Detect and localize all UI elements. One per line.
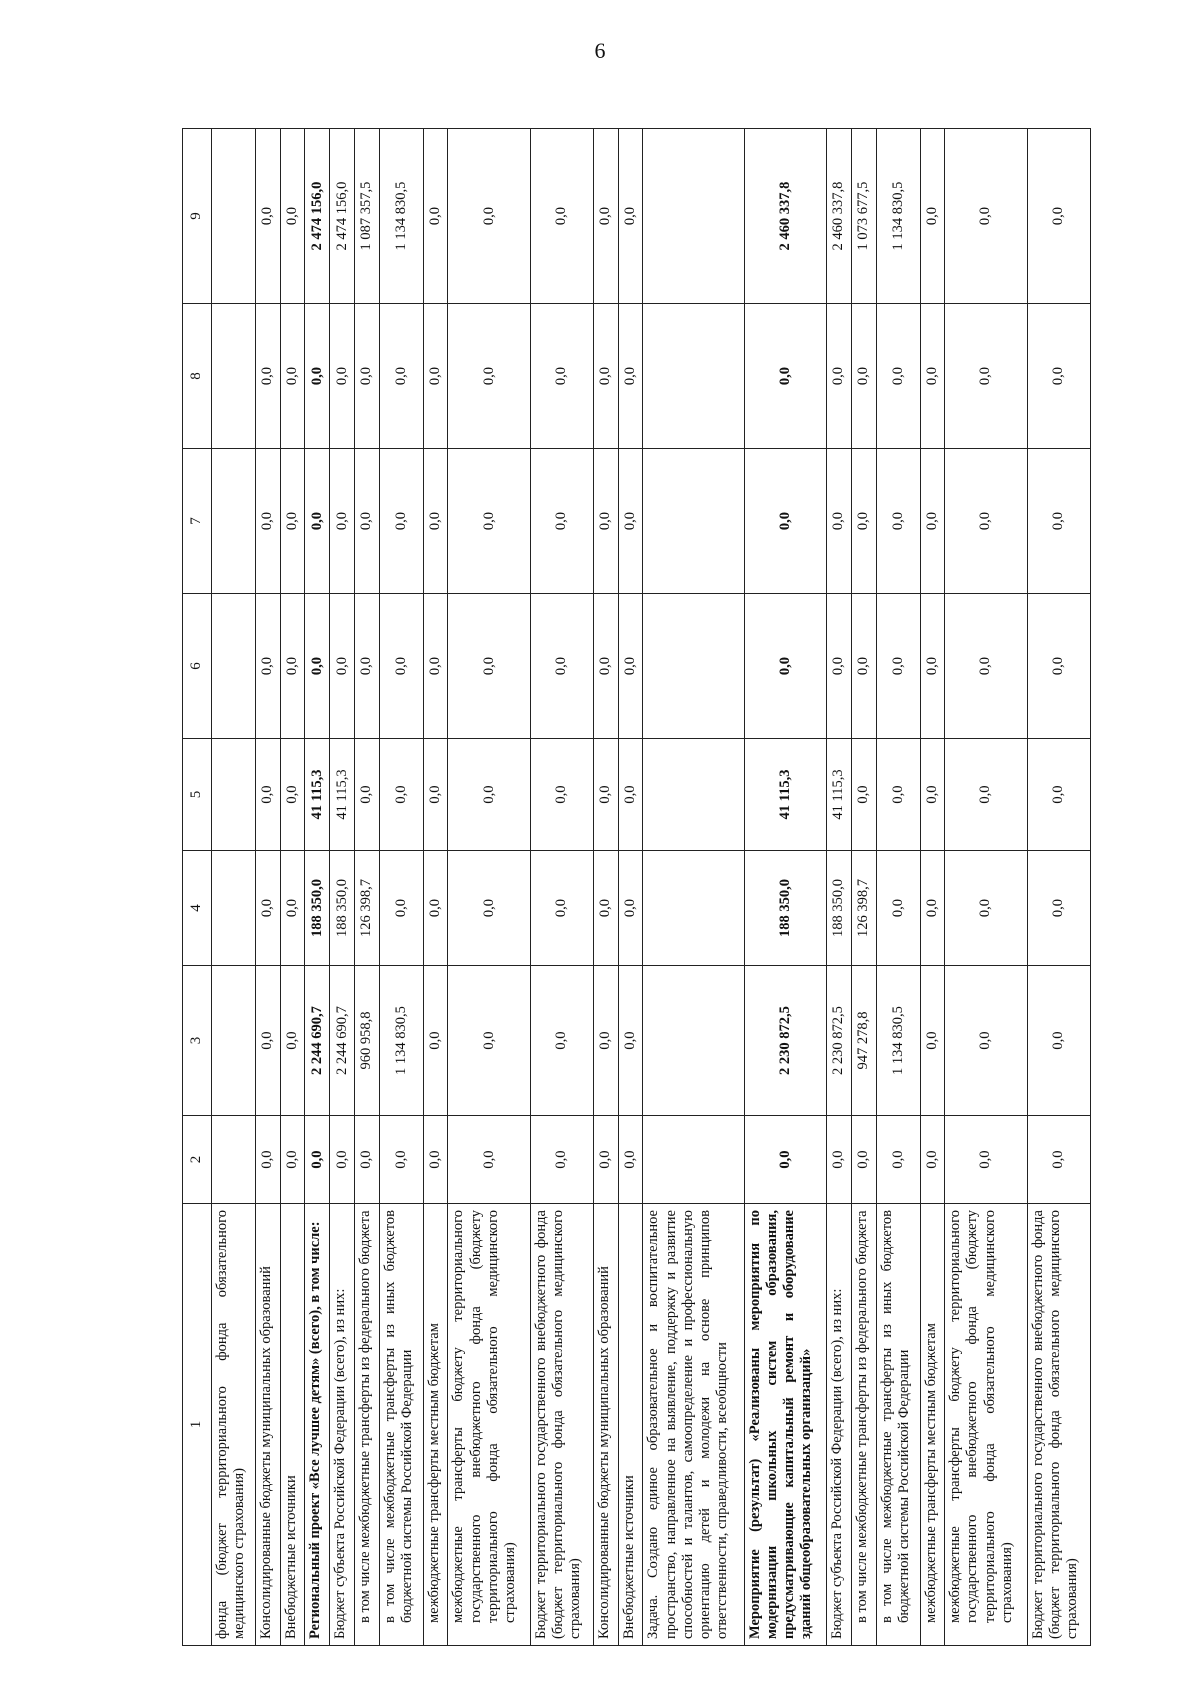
value-cell: 0,0 [945, 851, 1027, 966]
value-cell: 0,0 [827, 449, 852, 594]
value-cell: 0,0 [379, 1116, 423, 1204]
row-label: Бюджет территориального государственного внебюджетного фонда (бюджет территориального фонда обязательного медицинского страхования) [1027, 1204, 1090, 1646]
value-cell: 0,0 [593, 966, 618, 1116]
value-cell: 0,0 [379, 449, 423, 594]
value-cell: 126 398,7 [355, 851, 380, 966]
table-row [851, 129, 876, 1646]
value-cell: 0,0 [255, 966, 280, 1116]
value-cell: 0,0 [448, 304, 530, 449]
table-row [255, 129, 280, 1646]
value-cell: 0,0 [618, 449, 643, 594]
value-cell: 0,0 [945, 739, 1027, 851]
table-row [744, 129, 826, 1646]
value-cell: 0,0 [876, 1116, 920, 1204]
value-cell: 0,0 [530, 304, 593, 449]
value-cell: 0,0 [593, 739, 618, 851]
table-row [448, 129, 530, 1646]
value-cell: 0,0 [876, 739, 920, 851]
value-cell: 0,0 [530, 1116, 593, 1204]
value-cell: 0,0 [876, 594, 920, 739]
value-cell: 0,0 [1027, 966, 1090, 1116]
value-cell: 2 230 872,5 [744, 966, 826, 1116]
value-cell: 0,0 [448, 966, 530, 1116]
value-cell: 0,0 [876, 449, 920, 594]
value-cell: 0,0 [379, 739, 423, 851]
row-label: в том числе межбюджетные трансферты из федерального бюджета [851, 1204, 876, 1646]
value-cell: 0,0 [448, 851, 530, 966]
row-label: межбюджетные трансферты местным бюджетам [423, 1204, 448, 1646]
table-row [212, 129, 256, 1646]
value-cell: 2 474 156,0 [305, 129, 330, 304]
value-cell: 0,0 [744, 449, 826, 594]
value-cell: 0,0 [920, 594, 945, 739]
value-cell: 0,0 [827, 1116, 852, 1204]
value-cell: 0,0 [448, 129, 530, 304]
value-cell: 0,0 [920, 304, 945, 449]
value-cell: 41 115,3 [744, 739, 826, 851]
value-cell: 0,0 [423, 449, 448, 594]
value-cell: 0,0 [1027, 594, 1090, 739]
value-cell: 0,0 [945, 304, 1027, 449]
value-cell: 0,0 [305, 594, 330, 739]
value-cell: 2 244 690,7 [330, 966, 355, 1116]
header-cell: 5 [183, 739, 212, 851]
table-row [305, 129, 330, 1646]
value-cell [212, 594, 256, 739]
value-cell [643, 449, 744, 594]
value-cell: 0,0 [876, 304, 920, 449]
value-cell: 0,0 [255, 1116, 280, 1204]
value-cell: 0,0 [945, 594, 1027, 739]
value-cell [212, 449, 256, 594]
table-row [827, 129, 852, 1646]
value-cell: 0,0 [744, 1116, 826, 1204]
value-cell: 0,0 [1027, 129, 1090, 304]
header-cell: 2 [183, 1116, 212, 1204]
value-cell: 0,0 [379, 304, 423, 449]
value-cell: 41 115,3 [305, 739, 330, 851]
row-label: межбюджетные трансферты бюджету территориального государственного внебюджетного фонда (бюджету территориального фонда обязательного медицинского страхования) [945, 1204, 1027, 1646]
value-cell: 41 115,3 [330, 739, 355, 851]
value-cell: 0,0 [355, 1116, 380, 1204]
value-cell: 0,0 [423, 594, 448, 739]
value-cell: 188 350,0 [305, 851, 330, 966]
row-label: Мероприятие (результат) «Реализованы мероприятия по модернизации школьных систем образования, предусматривающие капитальный ремонт и оборудование зданий общеобразовательных организаций» [744, 1204, 826, 1646]
value-cell [212, 304, 256, 449]
value-cell: 0,0 [945, 966, 1027, 1116]
table-row [423, 129, 448, 1646]
value-cell: 0,0 [280, 449, 305, 594]
value-cell: 0,0 [593, 449, 618, 594]
row-label: Бюджет субъекта Российской Федерации (всего), из них: [330, 1204, 355, 1646]
value-cell [643, 739, 744, 851]
value-cell [643, 304, 744, 449]
value-cell: 0,0 [827, 304, 852, 449]
value-cell: 0,0 [530, 449, 593, 594]
table-row [330, 129, 355, 1646]
value-cell: 0,0 [945, 129, 1027, 304]
value-cell: 188 350,0 [330, 851, 355, 966]
value-cell: 0,0 [851, 449, 876, 594]
value-cell: 0,0 [618, 304, 643, 449]
table-body [212, 129, 1091, 1646]
value-cell: 0,0 [355, 739, 380, 851]
value-cell: 1 134 830,5 [876, 966, 920, 1116]
value-cell: 0,0 [330, 1116, 355, 1204]
value-cell: 0,0 [255, 594, 280, 739]
header-cell: 3 [183, 966, 212, 1116]
value-cell: 0,0 [530, 966, 593, 1116]
value-cell: 0,0 [945, 1116, 1027, 1204]
value-cell: 0,0 [530, 739, 593, 851]
value-cell: 0,0 [280, 966, 305, 1116]
value-cell: 0,0 [280, 851, 305, 966]
value-cell: 188 350,0 [827, 851, 852, 966]
value-cell: 0,0 [1027, 449, 1090, 594]
value-cell: 0,0 [920, 739, 945, 851]
value-cell: 0,0 [744, 304, 826, 449]
row-label: Региональный проект «Все лучшее детям» (всего), в том числе: [305, 1204, 330, 1646]
value-cell [643, 966, 744, 1116]
table-row [920, 129, 945, 1646]
value-cell: 0,0 [920, 449, 945, 594]
value-cell: 2 244 690,7 [305, 966, 330, 1116]
header-cell: 8 [183, 304, 212, 449]
value-cell: 0,0 [593, 594, 618, 739]
value-cell [212, 851, 256, 966]
header-cell: 4 [183, 851, 212, 966]
value-cell: 0,0 [920, 129, 945, 304]
value-cell: 1 087 357,5 [355, 129, 380, 304]
value-cell: 0,0 [1027, 739, 1090, 851]
table-row [530, 129, 593, 1646]
value-cell: 126 398,7 [851, 851, 876, 966]
value-cell: 0,0 [280, 129, 305, 304]
row-label: Бюджет субъекта Российской Федерации (всего), из них: [827, 1204, 852, 1646]
row-label: Внебюджетные источники [280, 1204, 305, 1646]
value-cell: 0,0 [280, 1116, 305, 1204]
header-cell: 9 [183, 129, 212, 304]
value-cell: 0,0 [379, 594, 423, 739]
value-cell: 0,0 [920, 1116, 945, 1204]
header-cell: 1 [183, 1204, 212, 1646]
value-cell: 0,0 [945, 449, 1027, 594]
value-cell: 0,0 [448, 739, 530, 851]
table-row [355, 129, 380, 1646]
value-cell: 0,0 [1027, 304, 1090, 449]
value-cell: 0,0 [255, 851, 280, 966]
header-cell: 6 [183, 594, 212, 739]
value-cell: 0,0 [618, 1116, 643, 1204]
value-cell: 0,0 [423, 966, 448, 1116]
header-row [183, 129, 212, 1646]
table-row [379, 129, 423, 1646]
value-cell: 0,0 [920, 851, 945, 966]
value-cell: 2 460 337,8 [744, 129, 826, 304]
table-row [280, 129, 305, 1646]
value-cell: 0,0 [423, 739, 448, 851]
value-cell: 0,0 [280, 739, 305, 851]
value-cell [643, 851, 744, 966]
value-cell: 0,0 [1027, 851, 1090, 966]
value-cell: 0,0 [851, 304, 876, 449]
table-row [1027, 129, 1090, 1646]
row-label: фонда (бюджет территориального фонда обязательного медицинского страхования) [212, 1204, 256, 1646]
value-cell: 0,0 [1027, 1116, 1090, 1204]
value-cell: 0,0 [305, 304, 330, 449]
table-row [945, 129, 1027, 1646]
value-cell: 0,0 [448, 1116, 530, 1204]
row-label: межбюджетные трансферты местным бюджетам [920, 1204, 945, 1646]
header-cell: 7 [183, 449, 212, 594]
value-cell [643, 129, 744, 304]
value-cell: 960 958,8 [355, 966, 380, 1116]
value-cell: 0,0 [330, 594, 355, 739]
value-cell: 0,0 [423, 1116, 448, 1204]
value-cell [212, 966, 256, 1116]
row-label: в том числе межбюджетные трансферты из федерального бюджета [355, 1204, 380, 1646]
value-cell: 0,0 [280, 304, 305, 449]
value-cell: 0,0 [530, 851, 593, 966]
row-label: Внебюджетные источники [618, 1204, 643, 1646]
value-cell: 0,0 [618, 129, 643, 304]
value-cell: 1 134 830,5 [876, 129, 920, 304]
value-cell: 2 474 156,0 [330, 129, 355, 304]
row-label: Задача. Создано единое образовательное и воспитательное пространство, направленное на выявление, поддержку и развитие способностей и талантов, самоопределение и профессиональную ориентацию детей и молодежи на основе принципов ответственности, справедливости, всеобщности [643, 1204, 744, 1646]
value-cell [212, 739, 256, 851]
value-cell: 0,0 [423, 851, 448, 966]
value-cell: 41 115,3 [827, 739, 852, 851]
value-cell [643, 1116, 744, 1204]
value-cell: 0,0 [305, 449, 330, 594]
row-label: в том числе межбюджетные трансферты из иных бюджетов бюджетной системы Российской Федерации [379, 1204, 423, 1646]
value-cell: 0,0 [423, 129, 448, 304]
table-row [643, 129, 744, 1646]
value-cell: 0,0 [876, 851, 920, 966]
table-row [876, 129, 920, 1646]
value-cell: 0,0 [530, 129, 593, 304]
value-cell: 0,0 [448, 449, 530, 594]
value-cell: 0,0 [851, 739, 876, 851]
value-cell: 0,0 [280, 594, 305, 739]
value-cell: 2 460 337,8 [827, 129, 852, 304]
value-cell: 0,0 [618, 851, 643, 966]
value-cell: 0,0 [618, 966, 643, 1116]
value-cell: 0,0 [255, 449, 280, 594]
table-row [618, 129, 643, 1646]
value-cell: 0,0 [423, 304, 448, 449]
value-cell: 0,0 [355, 449, 380, 594]
value-cell: 0,0 [379, 851, 423, 966]
value-cell: 0,0 [744, 594, 826, 739]
value-cell: 0,0 [305, 1116, 330, 1204]
value-cell: 0,0 [920, 966, 945, 1116]
value-cell: 1 073 677,5 [851, 129, 876, 304]
value-cell: 0,0 [255, 129, 280, 304]
value-cell: 1 134 830,5 [379, 129, 423, 304]
value-cell: 0,0 [851, 1116, 876, 1204]
budget-table [182, 128, 1091, 1646]
value-cell: 0,0 [330, 304, 355, 449]
value-cell [643, 594, 744, 739]
value-cell: 0,0 [593, 851, 618, 966]
page-number: 6 [594, 38, 606, 63]
row-label: межбюджетные трансферты бюджету территориального государственного внебюджетного фонда (бюджету территориального фонда обязательного медицинского страхования) [448, 1204, 530, 1646]
value-cell: 0,0 [255, 304, 280, 449]
value-cell: 0,0 [255, 739, 280, 851]
value-cell: 0,0 [593, 1116, 618, 1204]
value-cell: 2 230 872,5 [827, 966, 852, 1116]
value-cell: 0,0 [851, 594, 876, 739]
value-cell: 0,0 [618, 739, 643, 851]
rotated-table-container [182, 129, 1091, 1646]
row-label: Консолидированные бюджеты муниципальных образований [255, 1204, 280, 1646]
value-cell [212, 129, 256, 304]
row-label: Бюджет территориального государственного внебюджетного фонда (бюджет территориального фонда обязательного медицинского страхования) [530, 1204, 593, 1646]
value-cell: 0,0 [530, 594, 593, 739]
value-cell: 0,0 [355, 594, 380, 739]
value-cell: 0,0 [593, 129, 618, 304]
value-cell: 0,0 [593, 304, 618, 449]
row-label: в том числе межбюджетные трансферты из иных бюджетов бюджетной системы Российской Федерации [876, 1204, 920, 1646]
value-cell: 0,0 [448, 594, 530, 739]
value-cell: 188 350,0 [744, 851, 826, 966]
row-label: Консолидированные бюджеты муниципальных образований [593, 1204, 618, 1646]
value-cell [212, 1116, 256, 1204]
value-cell: 0,0 [355, 304, 380, 449]
value-cell: 0,0 [618, 594, 643, 739]
value-cell: 0,0 [827, 594, 852, 739]
value-cell: 1 134 830,5 [379, 966, 423, 1116]
value-cell: 947 278,8 [851, 966, 876, 1116]
value-cell: 0,0 [330, 449, 355, 594]
table-row [593, 129, 618, 1646]
